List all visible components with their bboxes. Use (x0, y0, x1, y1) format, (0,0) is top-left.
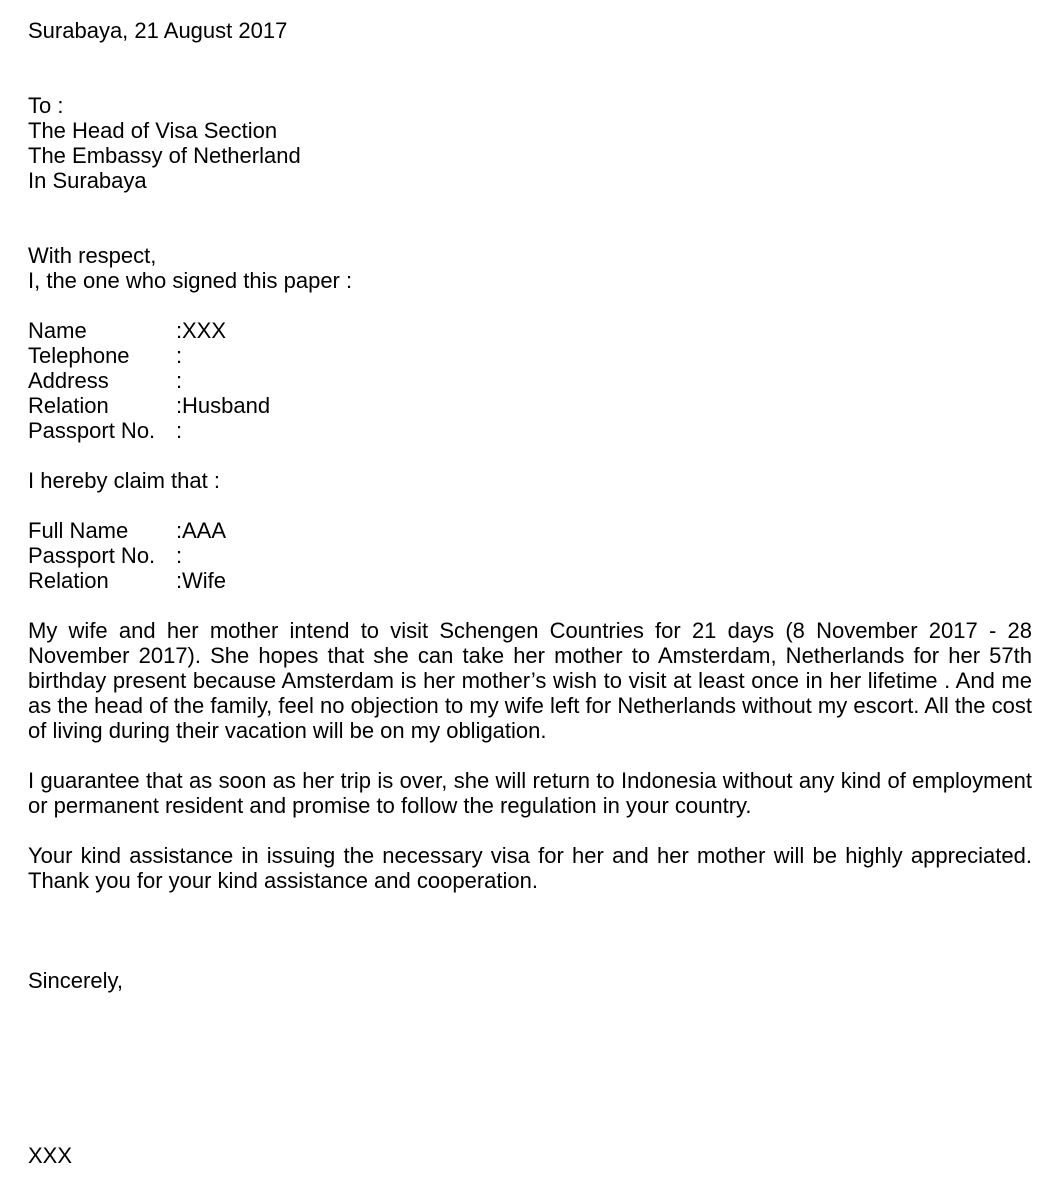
date-line-block (28, 18, 1032, 43)
signer-fields (28, 318, 1032, 443)
recipient-block (28, 93, 1032, 193)
field-row-telephone (28, 343, 1032, 368)
recipient-line-2: The Embassy of Netherland (28, 143, 301, 168)
field-label: Relation (28, 393, 109, 418)
closing-block (28, 968, 1032, 993)
field-value: Wife (182, 568, 226, 593)
field-row-relation (28, 393, 1032, 418)
recipient-line-3: In Surabaya (28, 168, 147, 193)
closing: Sincerely, (28, 968, 123, 993)
claim-intro: I hereby claim that : (28, 468, 220, 493)
paragraph-1: My wife and her mother intend to visit Schengen Countries for 21 days (8 November 2017 - 28 November 2017). She hopes that she can take her mother to Amsterdam, Netherlands for her 57th birthday present because Amsterdam is her mother’s wish to visit at least once in her lifetime . And me as the head of the family, feel no objection to my wife left for Netherlands without my escort. All the cost of living during their vacation will be on my obligation. (28, 618, 1032, 743)
field-colon: : (176, 543, 183, 568)
date-line: Surabaya, 21 August 2017 (28, 18, 288, 43)
field-label: Passport No. (28, 543, 156, 568)
field-label: Address (28, 368, 109, 393)
signature-block (28, 1143, 1032, 1168)
field-value: AAA (182, 518, 227, 543)
claim-fields (28, 518, 1032, 593)
paragraph-3: Your kind assistance in issuing the necessary visa for her and her mother will be highly appreciated. Thank you for your kind assistance and cooperation. (28, 843, 1032, 893)
paragraph-2: I guarantee that as soon as her trip is over, she will return to Indonesia without any kind of employment or permanent resident and promise to follow the regulation in your country. (28, 768, 1032, 818)
field-colon: : (176, 568, 183, 593)
greeting: With respect, (28, 243, 157, 268)
field-label: Relation (28, 568, 109, 593)
field-label: Full Name (28, 518, 129, 543)
field-colon: : (176, 393, 183, 418)
field-value: Husband (182, 393, 271, 418)
field-colon: : (176, 518, 183, 543)
signature-name: XXX (28, 1143, 73, 1168)
field-colon: : (176, 368, 183, 393)
field-row-full-name (28, 518, 1032, 543)
field-row-passport (28, 418, 1032, 443)
field-row-relation (28, 568, 1032, 593)
field-row-name (28, 318, 1032, 343)
letter-page (28, 0, 1032, 1191)
field-label: Telephone (28, 343, 130, 368)
greeting-block (28, 243, 1032, 293)
field-row-address (28, 368, 1032, 393)
field-row-passport (28, 543, 1032, 568)
field-colon: : (176, 418, 183, 443)
to-label: To : (28, 93, 64, 118)
field-value: XXX (182, 318, 227, 343)
field-label: Passport No. (28, 418, 156, 443)
field-label: Name (28, 318, 87, 343)
intro-line: I, the one who signed this paper : (28, 268, 353, 293)
field-colon: : (176, 343, 183, 368)
claim-intro-block (28, 468, 1032, 493)
field-colon: : (176, 318, 183, 343)
recipient-line-1: The Head of Visa Section (28, 118, 278, 143)
